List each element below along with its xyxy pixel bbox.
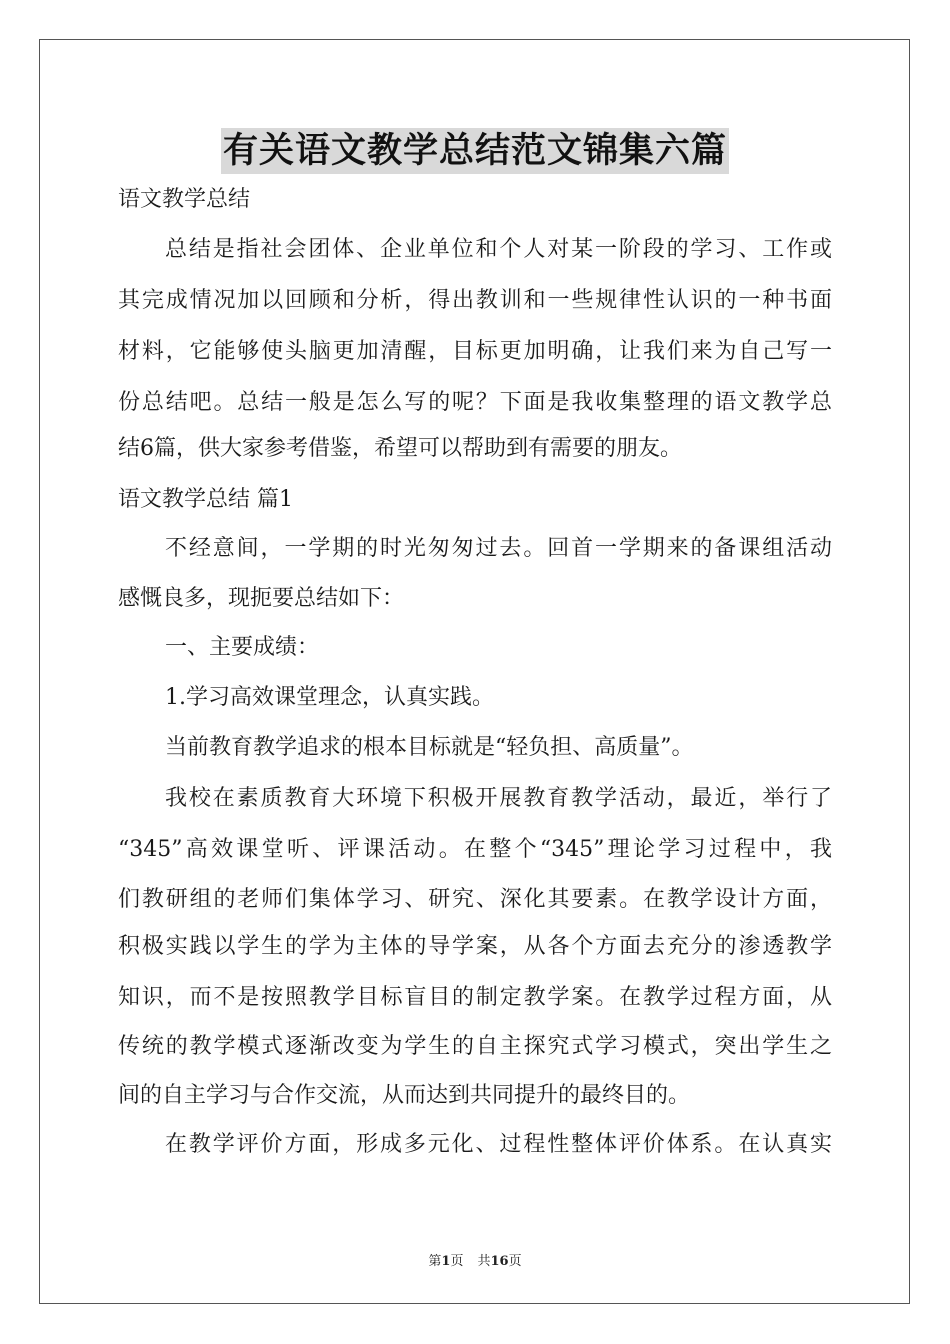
article-heading: 语文教学总结 篇1	[118, 487, 293, 512]
total-pages: 16	[490, 1254, 509, 1269]
paragraph-line: 积极实践以学生的学为主体的导学案，从各个方面去充分的渗透教学	[118, 934, 832, 959]
paragraph-line: 传统的教学模式逐渐改变为学生的自主探究式学习模式，突出学生之	[118, 1034, 832, 1059]
intro-line: 份总结吧。总结一般是怎么写的呢？下面是我收集整理的语文教学总	[118, 390, 832, 415]
page-footer	[0, 1250, 950, 1269]
document-title: 有关语文教学总结范文锦集六篇	[221, 128, 729, 174]
total-suffix: 页	[508, 1254, 522, 1269]
page-number: 1	[441, 1254, 451, 1269]
intro-line: 材料，它能够使头脑更加清醒，目标更加明确，让我们来为自己写一	[118, 339, 832, 364]
intro-line: 总结是指社会团体、企业单位和个人对某一阶段的学习、工作或	[165, 237, 832, 262]
paragraph-line: “345”高效课堂听、评课活动。在整个“345”理论学习过程中，我	[118, 837, 832, 862]
paragraph-line: 在教学评价方面，形成多元化、过程性整体评价体系。在认真实	[165, 1132, 832, 1157]
list-item: 1.学习高效课堂理念，认真实践。	[165, 685, 494, 710]
page-suffix: 页	[450, 1254, 464, 1269]
paragraph-line: 我校在素质教育大环境下积极开展教育教学活动，最近，举行了	[165, 786, 832, 811]
page-prefix: 第	[428, 1254, 442, 1269]
paragraph-line: 当前教育教学追求的根本目标就是“轻负担、高质量”。	[165, 735, 694, 760]
paragraph-line: 不经意间，一学期的时光匆匆过去。回首一学期来的备课组活动	[165, 536, 832, 561]
paragraph-line: 知识，而不是按照教学目标盲目的制定教学案。在教学过程方面，从	[118, 985, 832, 1010]
page-border	[39, 39, 910, 1304]
paragraph-line: 间的自主学习与合作交流，从而达到共同提升的最终目的。	[118, 1083, 691, 1108]
intro-line: 结6篇，供大家参考借鉴，希望可以帮助到有需要的朋友。	[118, 436, 682, 461]
total-prefix: 共	[477, 1254, 491, 1269]
title-container	[0, 128, 950, 174]
section-heading: 语文教学总结	[118, 187, 251, 212]
list-heading: 一、主要成绩：	[165, 635, 320, 660]
paragraph-line: 们教研组的老师们集体学习、研究、深化其要素。在教学设计方面，	[118, 887, 832, 912]
paragraph-line: 感慨良多，现扼要总结如下：	[118, 586, 405, 611]
intro-line: 其完成情况加以回顾和分析，得出教训和一些规律性认识的一种书面	[118, 288, 832, 313]
